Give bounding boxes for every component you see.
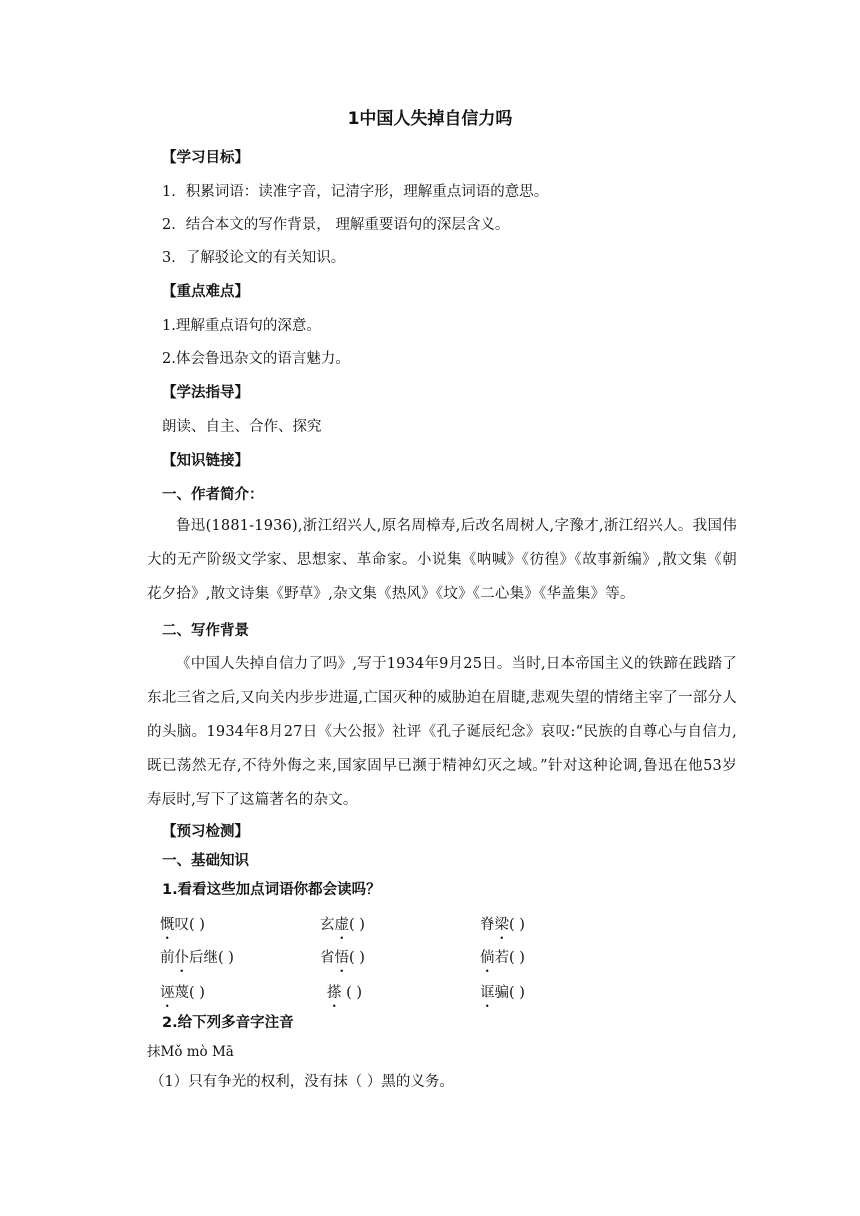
vocab-item: 慨叹( ) <box>160 913 205 934</box>
author-heading: 一、作者简介： <box>162 487 264 503</box>
vocab-item: 搽 ( ) <box>327 981 362 1002</box>
vocab-item: 倘若( ) <box>480 946 525 967</box>
dotted-char: 搽 <box>327 985 342 1001</box>
document-title: 1中国人失掉自信力吗 <box>347 109 513 129</box>
author-paragraph: 鲁迅(1881-1936),浙江绍兴人,原名周樟寿,后改名周树人,字豫才,浙江绍兴人。我国伟大的无产阶级文学家、思想家、革命家。小说集《呐喊》《彷徨》《故事新编》,散文集《朝花夕拾》,散文诗集《野草》,杂文集《热风》《坟》《二心集》《华盖集》等。 <box>147 518 737 602</box>
goal-item: 1．积累词语：读准字音，记清字形，理解重点词语的意思。 <box>162 184 549 200</box>
q1-heading: 1.看看这些加点词语你都会读吗？ <box>162 882 381 898</box>
basic-heading: 一、基础知识 <box>162 853 249 869</box>
goals-heading: 【学习目标】 <box>162 150 249 166</box>
dotted-char: 梁 <box>494 917 509 933</box>
background-paragraph: 《中国人失掉自信力了吗》,写于1934年9月25日。当时,日本帝国主义的铁蹄在践踏了东北三省之后,又向关内步步进逼,亡国灭种的威胁迫在眉睫,悲观失望的情绪主宰了一部分人的头脑。1934年8月27日《大公报》社评《孔子诞辰纪念》哀叹:“民族的自尊心与自信力,既已荡然无存,不待外侮之来,国家固早已濒于精神幻灭之域。”针对这种论调,鲁迅在他53岁寿辰时,写下了这篇著名的杂文。 <box>147 656 737 808</box>
vocab-item: 脊梁( ) <box>480 913 525 934</box>
dotted-char: 诬 <box>160 985 175 1001</box>
goal-item: 2．结合本文的写作背景， 理解重要语句的深层含义。 <box>162 217 510 233</box>
key-heading: 【重点难点】 <box>162 284 249 300</box>
background-heading: 二、写作背景 <box>162 623 249 639</box>
key-item: 2.体会鲁迅杂文的语言魅力。 <box>162 351 350 367</box>
vocab-item: 诬蔑( ) <box>160 981 205 1002</box>
key-item: 1.理解重点语句的深意。 <box>162 318 321 334</box>
vocab-item: 省悟( ) <box>320 946 365 967</box>
preview-heading: 【预习检测】 <box>162 824 249 840</box>
vocab-item: 前仆后继( ) <box>160 946 234 967</box>
dotted-char: 悟 <box>334 950 349 966</box>
link-heading: 【知识链接】 <box>162 453 249 469</box>
dotted-char: 诓 <box>480 985 495 1001</box>
dotted-char: 仆 <box>174 950 189 966</box>
q2-heading: 2.给下列多音字注音 <box>162 1015 294 1031</box>
q2-item: （1）只有争光的权利，没有抹（ ）黑的义务。 <box>150 1074 454 1090</box>
goal-item: 3．了解驳论文的有关知识。 <box>162 250 346 266</box>
method-text: 朗读、自主、合作、探究 <box>162 419 322 435</box>
vocab-item: 玄虚( ) <box>320 913 365 934</box>
pinyin-options: 抹Mǒ mò Mā <box>147 1044 234 1060</box>
vocab-item: 诓骗( ) <box>480 981 525 1002</box>
dotted-char: 慨 <box>160 917 175 933</box>
method-heading: 【学法指导】 <box>162 385 249 401</box>
dotted-char: 虚 <box>334 917 349 933</box>
dotted-char: 倘 <box>480 950 495 966</box>
